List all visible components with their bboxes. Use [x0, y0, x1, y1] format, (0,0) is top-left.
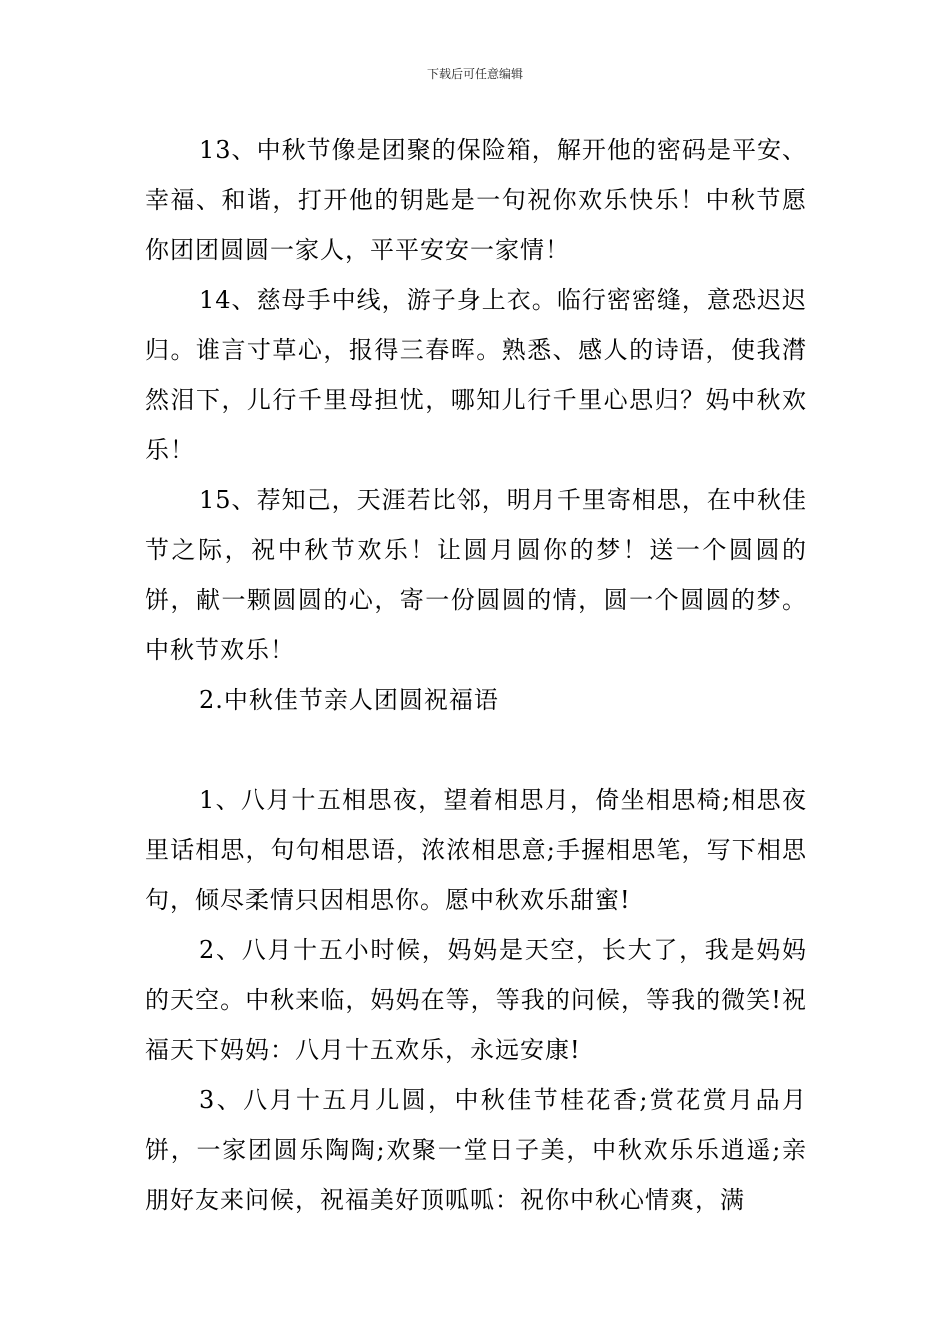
blank-line	[145, 725, 807, 775]
paragraph-13: 13、中秋节像是团聚的保险箱，解开他的密码是平安、幸福、和谐，打开他的钥匙是一句祝你欢乐快乐！中秋节愿你团团圆圆一家人，平平安安一家情！	[145, 136, 807, 264]
paragraph-3: 3、八月十五月儿圆，中秋佳节桂花香;赏花赏月品月饼，一家团圆乐陶陶;欢聚一堂日子美，中秋欢乐乐逍遥;亲朋好友来问候，祝福美好顶呱呱：祝你中秋心情爽，满	[145, 1086, 807, 1214]
paragraph-1: 1、八月十五相思夜，望着相思月，倚坐相思椅;相思夜里话相思，句句相思语，浓浓相思意;手握相思笔，写下相思句，倾尽柔情只因相思你。愿中秋欢乐甜蜜!	[145, 786, 807, 914]
paragraph-2: 2、八月十五小时候，妈妈是天空，长大了，我是妈妈的天空。中秋来临，妈妈在等，等我的问候，等我的微笑!祝福天下妈妈：八月十五欢乐，永远安康!	[145, 936, 807, 1064]
paragraph-15: 15、荐知己，天涯若比邻，明月千里寄相思，在中秋佳节之际，祝中秋节欢乐！让圆月圆你的梦！送一个圆圆的饼，献一颗圆圆的心，寄一份圆圆的情，圆一个圆圆的梦。中秋节欢乐！	[145, 486, 807, 664]
section-heading: 2.中秋佳节亲人团圆祝福语	[199, 686, 499, 714]
page-header-note: 下载后可任意编辑	[426, 67, 523, 81]
paragraph-14: 14、慈母手中线，游子身上衣。临行密密缝，意恐迟迟归。谁言寸草心，报得三春晖。熟悉、感人的诗语，使我潸然泪下，儿行千里母担忧，哪知儿行千里心思归？妈中秋欢乐！	[145, 286, 807, 464]
document-body	[145, 125, 807, 1225]
